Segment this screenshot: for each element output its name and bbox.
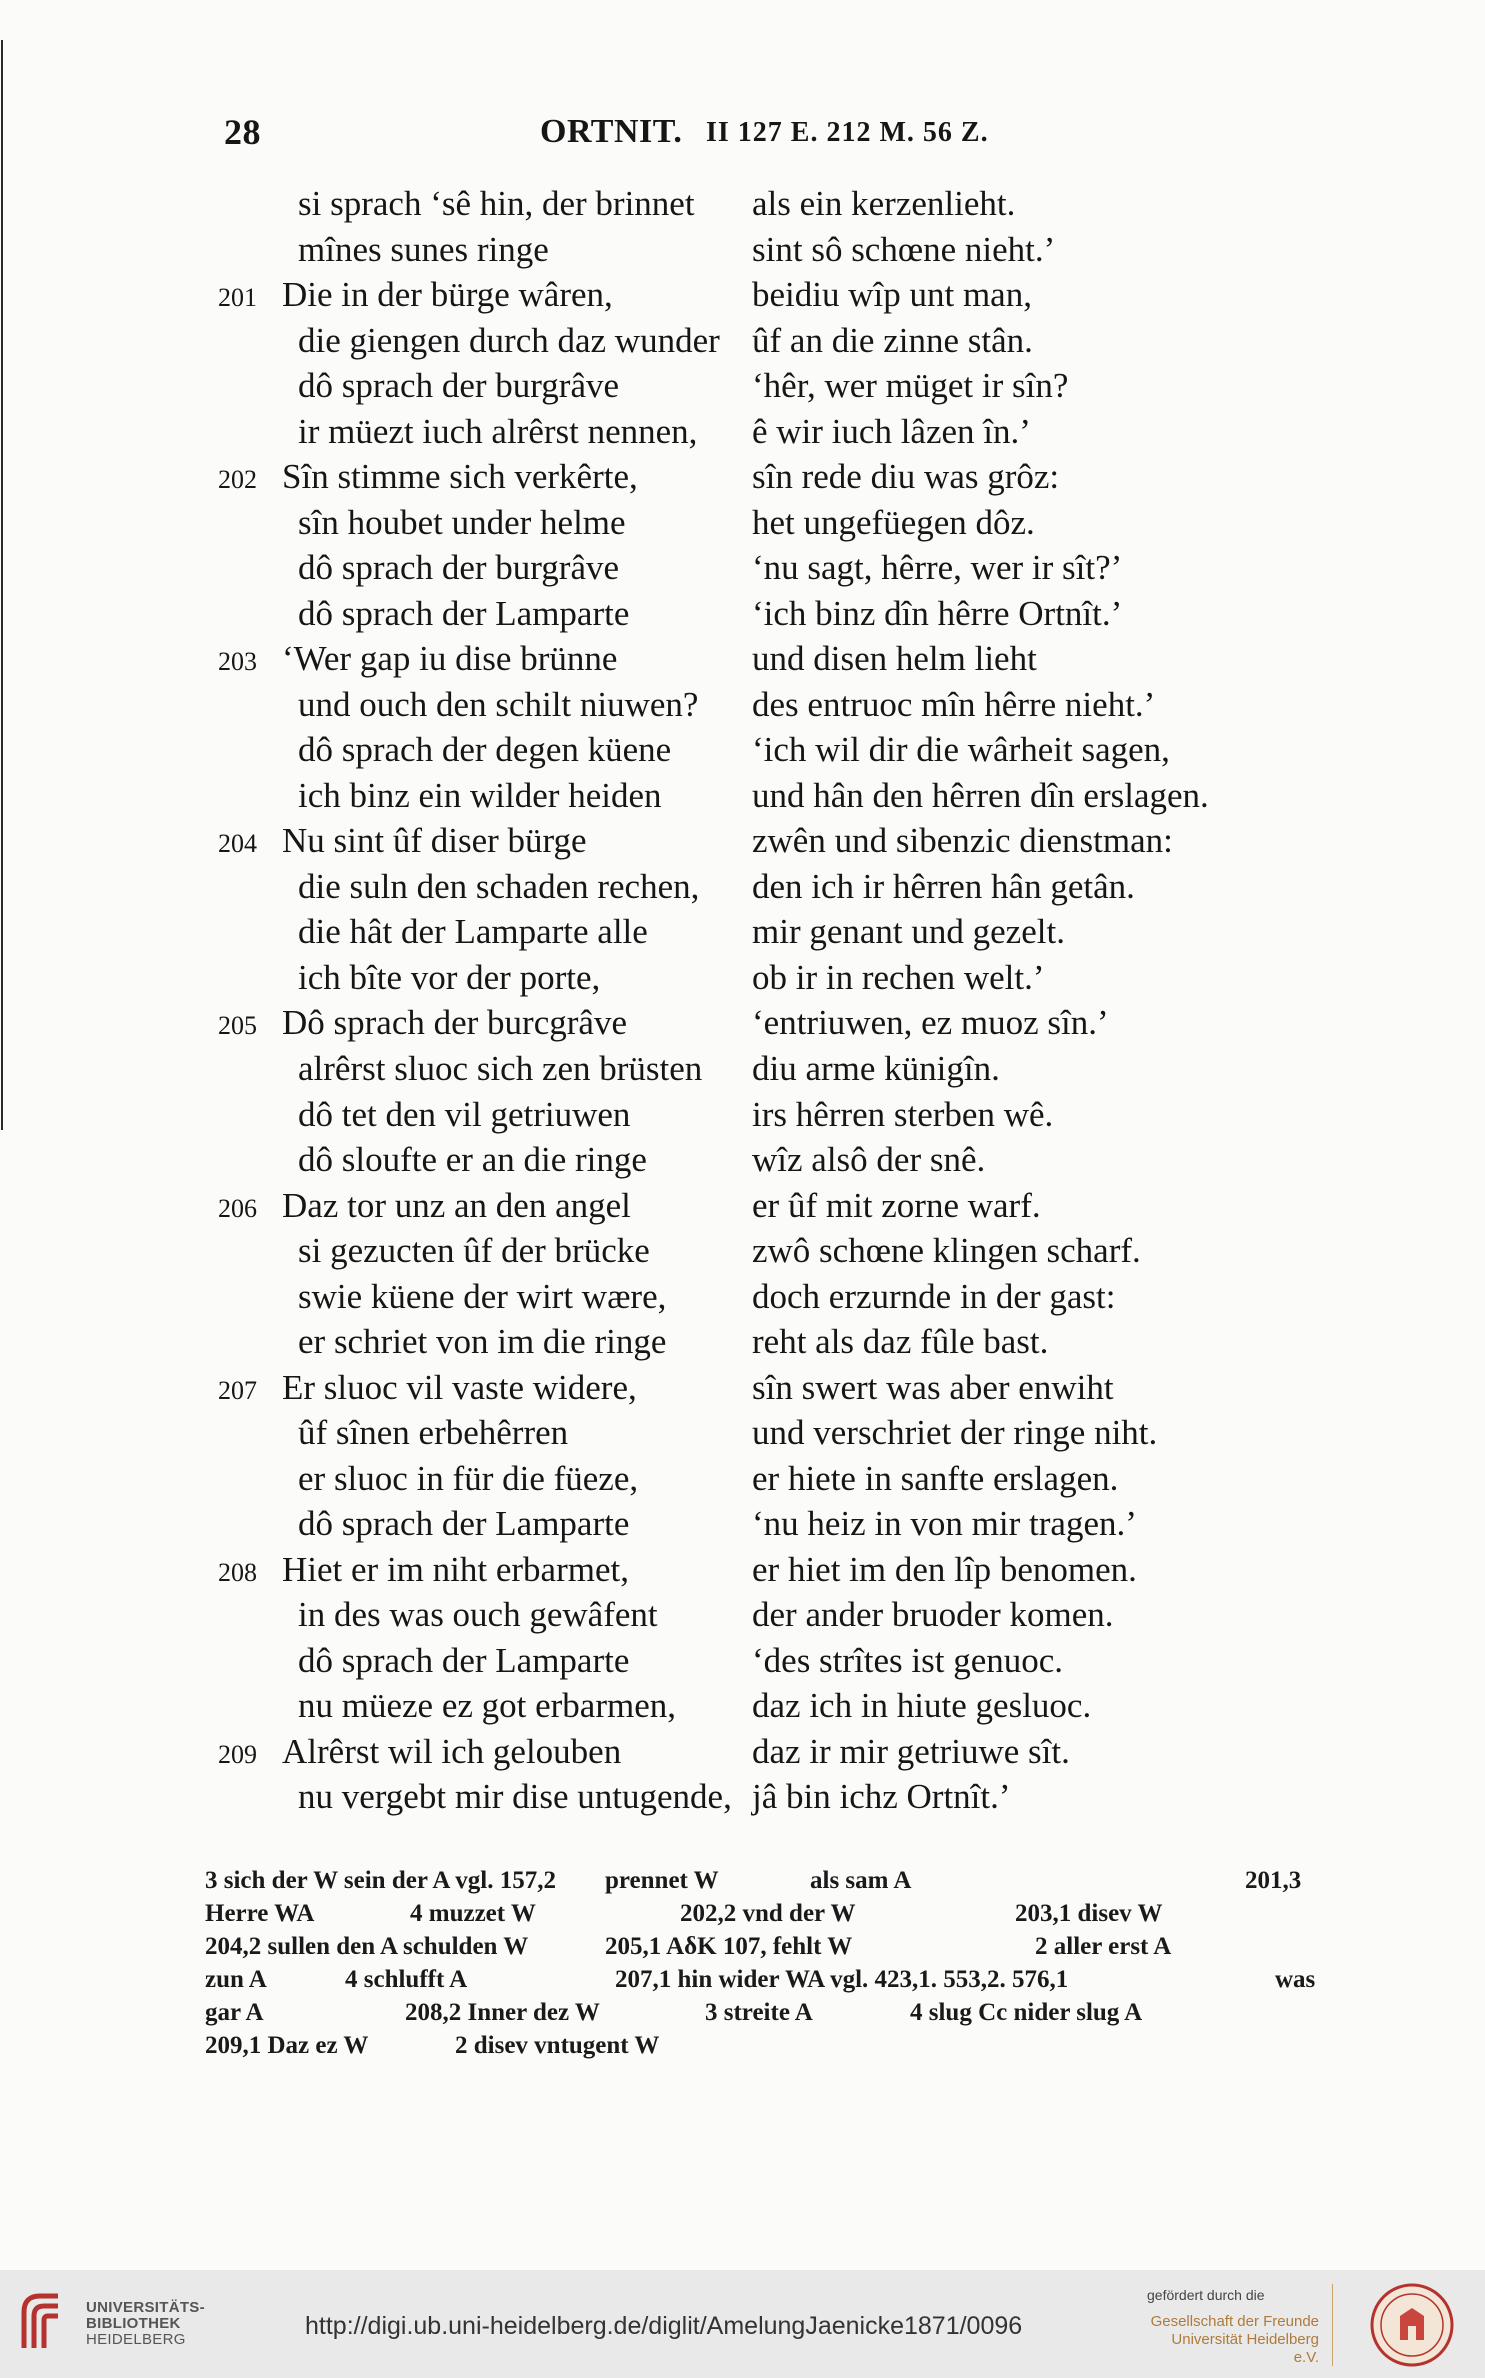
apparatus-line: [205, 1963, 1325, 1996]
verse-second-half: ‘hêr, wer müget ir sîn?: [752, 366, 1069, 406]
verse-second-half: ‘ich binz dîn hêrre Ortnît.’: [752, 593, 1123, 633]
verse-line: [0, 1274, 1485, 1320]
verse-second-half: ‘nu sagt, hêrre, wer ir sît?’: [752, 548, 1123, 588]
verse-second-half: ‘nu heiz in von mir tragen.’: [752, 1504, 1137, 1544]
digitization-footer: [0, 2270, 1485, 2378]
verse-line: [0, 909, 1485, 955]
university-seal-icon: [1362, 2282, 1462, 2368]
apparatus-entry: 2 aller erst A: [1035, 1933, 1172, 1960]
verse-first-half: ‘Wer gap iu dise brünne: [282, 639, 618, 679]
apparatus-line: [205, 1930, 1325, 1963]
verse-second-half: der ander bruoder komen.: [752, 1595, 1114, 1635]
apparatus-entry: zun A: [205, 1966, 267, 1993]
verse-second-half: ûf an die zinne stân.: [752, 320, 1033, 360]
apparatus-entry: als sam A: [810, 1867, 912, 1894]
verse-line: [0, 682, 1485, 728]
verse-first-half: die giengen durch daz wunder: [298, 320, 720, 360]
footer-divider: [1332, 2284, 1333, 2366]
verse-first-half: dô sprach der burgrâve: [298, 548, 620, 588]
verse-line: [0, 1592, 1485, 1638]
verse-first-half: Er sluoc vil vaste widere,: [282, 1367, 637, 1407]
verse-second-half: er hiet im den lîp benomen.: [752, 1549, 1137, 1589]
verse-line: [0, 1046, 1485, 1092]
society-name-line: Universität Heidelberg e.V.: [1171, 2331, 1319, 2366]
verse-line: [0, 227, 1485, 273]
verse-line: [0, 818, 1485, 864]
verse-second-half: ‘entriuwen, ez muoz sîn.’: [752, 1003, 1109, 1043]
sponsor-society: [1147, 2313, 1319, 2367]
verse-second-half: und verschriet der ringe niht.: [752, 1413, 1158, 1453]
verse-first-half: ir müezt iuch alrêrst nennen,: [298, 411, 698, 451]
apparatus-entry: 202,2 vnd der W: [680, 1900, 856, 1927]
verse-first-half: er sluoc in für die füeze,: [298, 1458, 639, 1498]
verse-first-half: in des was ouch gewâfent: [298, 1595, 658, 1635]
verse-line: [0, 181, 1485, 227]
verse-line: [0, 1228, 1485, 1274]
stanza-number: 202: [218, 465, 257, 495]
verse-second-half: jâ bin ichz Ortnît.’: [752, 1777, 1011, 1817]
verse-line: [0, 1092, 1485, 1138]
verse-second-half: er hiete in sanfte erslagen.: [752, 1458, 1119, 1498]
verse-first-half: ich binz ein wilder heiden: [298, 775, 662, 815]
verse-first-half: mînes sunes ringe: [298, 229, 549, 269]
verse-second-half: beidiu wîp unt man,: [752, 275, 1032, 315]
apparatus-entry: 4 schlufft A: [345, 1966, 468, 1993]
verse-first-half: dô tet den vil getriuwen: [298, 1094, 631, 1134]
verse-line: [0, 1456, 1485, 1502]
verse-line: [0, 363, 1485, 409]
verse-line: [0, 773, 1485, 819]
page-number: 28: [224, 112, 261, 152]
verse-second-half: zwô schœne klingen scharf.: [752, 1231, 1141, 1271]
verse-line: [0, 864, 1485, 910]
verse-line: [0, 1365, 1485, 1411]
verse-line: [0, 545, 1485, 591]
verse-second-half: er ûf mit zorne warf.: [752, 1185, 1041, 1225]
verse-second-half: daz ir mir getriuwe sît.: [752, 1731, 1070, 1771]
verse-first-half: sîn houbet under helme: [298, 502, 626, 542]
verse-first-half: Dô sprach der burcgrâve: [282, 1003, 627, 1043]
verse-second-half: sîn swert was aber enwiht: [752, 1367, 1114, 1407]
running-title: ORTNIT.: [540, 113, 683, 150]
verse-second-half: irs hêrren sterben wê.: [752, 1094, 1054, 1134]
library-name: [86, 2300, 205, 2348]
library-name-line: HEIDELBERG: [86, 2331, 186, 2348]
apparatus-entry: Herre WA: [205, 1900, 315, 1927]
stanza-number: 203: [218, 647, 257, 677]
verse-first-half: Alrêrst wil ich gelouben: [282, 1731, 622, 1771]
verse-first-half: Daz tor unz an den angel: [282, 1185, 631, 1225]
apparatus-entry: gar A: [205, 1999, 264, 2026]
apparatus-entry: 2 disev vntugent W: [455, 2032, 660, 2059]
verse-second-half: doch erzurnde in der gast:: [752, 1276, 1116, 1316]
apparatus-entry: 209,1 Daz ez W: [205, 2032, 369, 2059]
page-header: [218, 107, 1038, 163]
apparatus-entry: 208,2 Inner dez W: [405, 1999, 600, 2026]
verse-first-half: dô sloufte er an die ringe: [298, 1140, 647, 1180]
verse-second-half: des entruoc mîn hêrre nieht.’: [752, 684, 1156, 724]
verse-first-half: dô sprach der degen küene: [298, 730, 672, 770]
verse-first-half: nu vergebt mir dise untugende,: [298, 1777, 732, 1817]
stanza-number: 209: [218, 1739, 257, 1769]
verse-line: [0, 1638, 1485, 1684]
sponsor-note: gefördert durch die: [1147, 2287, 1265, 2303]
verse-line: [0, 591, 1485, 637]
verse-second-half: ‘ich wil dir die wârheit sagen,: [752, 730, 1170, 770]
verse-second-half: ob ir in rechen welt.’: [752, 957, 1045, 997]
verse-line: [0, 1729, 1485, 1775]
verse-first-half: alrêrst sluoc sich zen brüsten: [298, 1048, 703, 1088]
stanza-number: 208: [218, 1557, 257, 1587]
verse-second-half: und disen helm lieht: [752, 639, 1037, 679]
library-logo-icon: [18, 2290, 74, 2354]
verse-line: [0, 1774, 1485, 1820]
verse-line: [0, 1547, 1485, 1593]
verse-first-half: dô sprach der Lamparte: [298, 1640, 630, 1680]
verse-second-half: mir genant und gezelt.: [752, 912, 1065, 952]
verse-first-half: Hiet er im niht erbarmet,: [282, 1549, 629, 1589]
verse-line: [0, 1683, 1485, 1729]
apparatus-entry: 201,3: [1245, 1867, 1302, 1894]
verse-first-half: Nu sint ûf diser bürge: [282, 821, 587, 861]
verse-first-half: er schriet von im die ringe: [298, 1322, 667, 1362]
verse-first-half: Die in der bürge wâren,: [282, 275, 613, 315]
apparatus-entry: 204,2 sullen den A schulden W: [205, 1933, 529, 1960]
verse-line: [0, 272, 1485, 318]
apparatus-line: [205, 1864, 1325, 1897]
apparatus-entry: 3 sich der W sein der A vgl. 157,2: [205, 1867, 556, 1894]
source-url-link[interactable]: http://digi.ub.uni-heidelberg.de/diglit/AmelungJaenicke1871/0096: [305, 2312, 1023, 2340]
verse-second-half: den ich ir hêrren hân getân.: [752, 866, 1135, 906]
verse-line: [0, 955, 1485, 1001]
verse-first-half: dô sprach der burgrâve: [298, 366, 620, 406]
verse-first-half: nu müeze ez got erbarmen,: [298, 1686, 677, 1726]
verse-second-half: diu arme künigîn.: [752, 1048, 1000, 1088]
verse-line: [0, 409, 1485, 455]
critical-apparatus: [205, 1864, 1325, 2062]
stanza-number: 201: [218, 283, 257, 313]
verse-line: [0, 727, 1485, 773]
verse-line: [0, 1501, 1485, 1547]
verse-first-half: Sîn stimme sich verkêrte,: [282, 457, 638, 497]
stanza-number: 207: [218, 1375, 257, 1405]
verse-first-half: ûf sînen erbehêrren: [298, 1413, 569, 1453]
verse-first-half: si sprach ‘sê hin, der brinnet: [298, 184, 695, 223]
apparatus-entry: 3 streite A: [705, 1999, 813, 2026]
verse-line: [0, 1000, 1485, 1046]
verse-second-half: und hân den hêrren dîn erslagen.: [752, 775, 1209, 815]
verse-line: [0, 318, 1485, 364]
verse-line: [0, 1410, 1485, 1456]
verse-second-half: wîz alsô der snê.: [752, 1140, 986, 1180]
apparatus-entry: prennet W: [605, 1867, 719, 1894]
verse-first-half: dô sprach der Lamparte: [298, 593, 630, 633]
verse-line: [0, 1183, 1485, 1229]
verse-first-half: swie küene der wirt wære,: [298, 1276, 667, 1316]
apparatus-entry: 205,1 AδK 107, fehlt W: [605, 1933, 853, 1960]
stanza-number: 206: [218, 1193, 257, 1223]
verse-line: [0, 500, 1485, 546]
verse-second-half: ‘des strîtes ist genuoc.: [752, 1640, 1064, 1680]
verse-second-half: als ein kerzenlieht.: [752, 184, 1016, 223]
society-name-line: Gesellschaft der Freunde: [1150, 2313, 1319, 2330]
verse-second-half: sîn rede diu was grôz:: [752, 457, 1060, 497]
apparatus-line: [205, 1897, 1325, 1930]
apparatus-line: [205, 2029, 1325, 2062]
verse-first-half: ich bîte vor der porte,: [298, 957, 601, 997]
verse-second-half: zwên und sibenzic dienstman:: [752, 821, 1173, 861]
verse-line: [0, 1137, 1485, 1183]
verse-second-half: reht als daz fûle bast.: [752, 1322, 1049, 1362]
stanza-number: 204: [218, 829, 257, 859]
verse-first-half: dô sprach der Lamparte: [298, 1504, 630, 1544]
apparatus-entry: 203,1 disev W: [1015, 1900, 1163, 1927]
verse-first-half: die suln den schaden rechen,: [298, 866, 700, 906]
stanza-number: 205: [218, 1011, 257, 1041]
verse-line: [0, 636, 1485, 682]
library-name-line: BIBLIOTHEK: [86, 2315, 181, 2332]
apparatus-entry: 207,1 hin wider WA vgl. 423,1. 553,2. 576,1: [615, 1966, 1069, 1993]
manuscript-references: II 127 E. 212 M. 56 Z.: [706, 117, 989, 148]
verse-line: [0, 1319, 1485, 1365]
apparatus-entry: 4 slug Cc nider slug A: [910, 1999, 1143, 2026]
verse-second-half: ê wir iuch lâzen în.’: [752, 411, 1031, 451]
apparatus-line: [205, 1996, 1325, 2029]
verse-first-half: si gezucten ûf der brücke: [298, 1231, 650, 1271]
library-name-line: UNIVERSITÄTS-: [86, 2299, 205, 2316]
verse-line: [0, 454, 1485, 500]
verse-second-half: het ungefüegen dôz.: [752, 502, 1035, 542]
verse-second-half: sint sô schœne nieht.’: [752, 229, 1056, 269]
verse-first-half: und ouch den schilt niuwen?: [298, 684, 699, 724]
apparatus-entry: was: [1275, 1966, 1316, 1993]
apparatus-entry: 4 muzzet W: [410, 1900, 536, 1927]
verse-first-half: die hât der Lamparte alle: [298, 912, 648, 952]
verse-second-half: daz ich in hiute gesluoc.: [752, 1686, 1092, 1726]
